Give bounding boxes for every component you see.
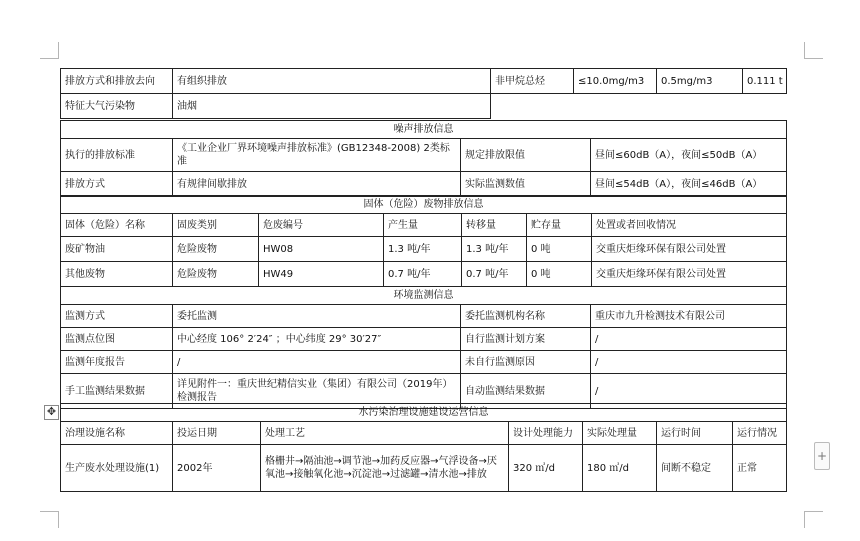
crop-mark-bottom-right (804, 511, 823, 528)
air-emissions-table (60, 68, 787, 119)
waste-cell[interactable]: 0 吨 (527, 262, 592, 287)
monitoring-reason-label: 未自行监测原因 (461, 351, 591, 374)
monitoring-section-title: 环境监测信息 (61, 287, 787, 305)
discharge-method-label: 排放方式和排放去向 (61, 69, 173, 94)
monitoring-manual-label: 手工监测结果数据 (61, 374, 173, 409)
waste-cell[interactable]: 1.3 吨/年 (384, 237, 462, 262)
noise-measured-label: 实际监测数值 (461, 172, 591, 197)
monitoring-auto-label: 自动监测结果数据 (461, 374, 591, 409)
waste-cell[interactable]: 1.3 吨/年 (462, 237, 527, 262)
waste-header-disposal: 处置或者回收情况 (592, 214, 787, 237)
monitoring-annual-value[interactable]: / (173, 351, 461, 374)
waste-cell[interactable]: 0.7 吨/年 (462, 262, 527, 287)
waste-cell[interactable]: 其他废物 (61, 262, 173, 287)
noise-method-label: 排放方式 (61, 172, 173, 197)
table-row (61, 262, 787, 287)
noise-table (60, 120, 787, 197)
waste-cell[interactable]: HW49 (259, 262, 384, 287)
waste-cell[interactable]: HW08 (259, 237, 384, 262)
waste-table (60, 195, 787, 287)
water-process[interactable]: 格栅井→隔油池→调节池→加药反应器→气浮设备→厌氧池→接触氧化池→沉淀池→过滤罐→清水池→排放 (261, 445, 509, 492)
noise-limit-label: 规定排放限值 (461, 139, 591, 172)
noise-section-title: 噪声排放信息 (61, 121, 787, 139)
water-header-status: 运行情况 (733, 422, 787, 445)
nmhc-total[interactable]: 0.111 t (743, 69, 787, 94)
waste-header-category: 固废类别 (173, 214, 259, 237)
monitoring-method-label: 监测方式 (61, 305, 173, 328)
water-header-actual: 实际处理量 (583, 422, 657, 445)
water-actual[interactable]: 180 ㎥/d (583, 445, 657, 492)
water-header-runtime: 运行时间 (657, 422, 733, 445)
waste-header-generated: 产生量 (384, 214, 462, 237)
discharge-method-value[interactable]: 有组织排放 (173, 69, 491, 94)
monitoring-point-label: 监测点位图 (61, 328, 173, 351)
monitoring-reason-value[interactable]: / (591, 351, 787, 374)
waste-cell[interactable]: 废矿物油 (61, 237, 173, 262)
crop-mark-top-right (804, 42, 823, 59)
noise-measured-value[interactable]: 昼间≤54dB（A），夜间≤46dB（A） (591, 172, 787, 197)
monitoring-plan-value[interactable]: / (591, 328, 787, 351)
waste-header-transferred: 转移量 (462, 214, 527, 237)
waste-cell[interactable]: 交重庆炬缘环保有限公司处置 (592, 237, 787, 262)
monitoring-annual-label: 监测年度报告 (61, 351, 173, 374)
noise-limit-value[interactable]: 昼间≤60dB（A），夜间≤50dB（A） (591, 139, 787, 172)
waste-cell[interactable]: 危险废物 (173, 262, 259, 287)
table-row (61, 445, 787, 492)
waste-section-title: 固体（危险）废物排放信息 (61, 196, 787, 214)
monitoring-table (60, 286, 787, 409)
crop-mark-top-left (40, 42, 59, 59)
monitoring-point-value[interactable]: 中心经度 106° 2′24″ ；中心纬度 29° 30′27″ (173, 328, 461, 351)
monitoring-plan-label: 自行监测计划方案 (461, 328, 591, 351)
water-header-date: 投运日期 (173, 422, 261, 445)
nmhc-limit[interactable]: ≤10.0mg/m3 (574, 69, 657, 94)
waste-cell[interactable]: 危险废物 (173, 237, 259, 262)
water-header-capacity: 设计处理能力 (509, 422, 583, 445)
waste-header-code: 危废编号 (259, 214, 384, 237)
water-header-name: 治理设施名称 (61, 422, 173, 445)
waste-header-name: 固体（危险）名称 (61, 214, 173, 237)
waste-cell[interactable]: 交重庆炬缘环保有限公司处置 (592, 262, 787, 287)
nmhc-measured[interactable]: 0.5mg/m3 (657, 69, 743, 94)
monitoring-agency-label: 委托监测机构名称 (461, 305, 591, 328)
water-table (60, 403, 787, 492)
water-header-process: 处理工艺 (261, 422, 509, 445)
water-runtime[interactable]: 间断不稳定 (657, 445, 733, 492)
water-date[interactable]: 2002年 (173, 445, 261, 492)
move-icon[interactable]: ✥ (44, 405, 59, 420)
waste-cell[interactable]: 0 吨 (527, 237, 592, 262)
table-row (61, 237, 787, 262)
water-capacity[interactable]: 320 ㎥/d (509, 445, 583, 492)
pollutant-label: 特征大气污染物 (61, 94, 173, 119)
monitoring-method-value[interactable]: 委托监测 (173, 305, 461, 328)
noise-standard-label: 执行的排放标准 (61, 139, 173, 172)
nmhc-label: 非甲烷总烃 (491, 69, 574, 94)
add-row-icon[interactable]: + (814, 442, 830, 470)
noise-method-value[interactable]: 有规律间歇排放 (173, 172, 461, 197)
waste-cell[interactable]: 0.7 吨/年 (384, 262, 462, 287)
monitoring-auto-value[interactable]: / (591, 374, 787, 409)
waste-header-stored: 贮存量 (527, 214, 592, 237)
monitoring-manual-value[interactable]: 详见附件一：重庆世纪精信实业（集团）有限公司（2019年）检测报告 (173, 374, 461, 409)
noise-standard-value[interactable]: 《工业企业厂界环境噪声排放标准》(GB12348-2008) 2类标准 (173, 139, 461, 172)
water-section-title: 水污染治理设施建设运营信息 (61, 404, 787, 422)
monitoring-agency-value[interactable]: 重庆市九升检测技术有限公司 (591, 305, 787, 328)
water-header-row (61, 422, 787, 445)
pollutant-value[interactable]: 油烟 (173, 94, 491, 119)
water-facility-name[interactable]: 生产废水处理设施(1) (61, 445, 173, 492)
waste-header-row (61, 214, 787, 237)
empty-cell[interactable] (491, 94, 787, 119)
water-status[interactable]: 正常 (733, 445, 787, 492)
crop-mark-bottom-left (40, 511, 59, 528)
